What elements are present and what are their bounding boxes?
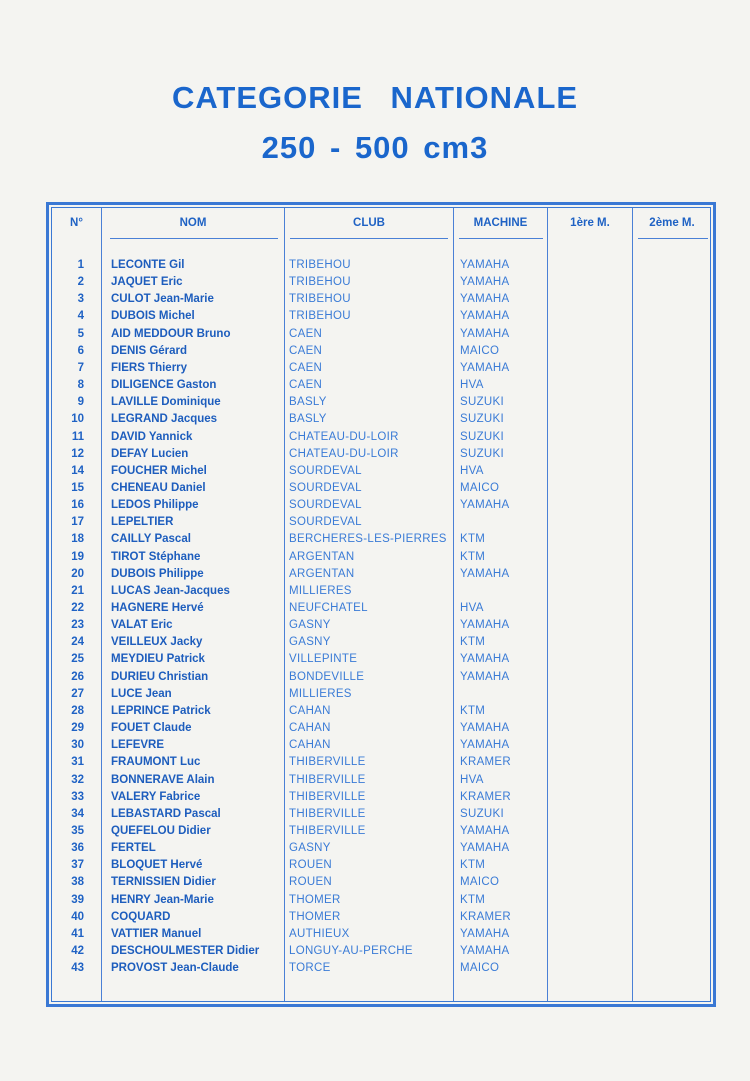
rider-number: 18 <box>71 533 84 546</box>
rider-club: TRIBEHOU <box>289 259 351 271</box>
header-underline <box>110 238 278 239</box>
rider-machine: YAMAHA <box>460 327 510 340</box>
rider-number: 24 <box>71 636 84 649</box>
rider-name: COQUARD <box>111 910 171 923</box>
rider-number: 5 <box>77 327 84 340</box>
rider-name: VATTIER Manuel <box>111 927 202 940</box>
rider-club: TRIBEHOU <box>289 293 351 306</box>
rider-number: 4 <box>77 310 84 323</box>
rider-name: FOUET Claude <box>111 722 192 735</box>
table-row <box>0 806 750 823</box>
column-header-1ere-manche: 1ère M. <box>570 217 610 229</box>
rider-machine: MAICO <box>460 962 500 975</box>
rider-club: VILLEPINTE <box>289 653 358 666</box>
rider-name: DUBOIS Philippe <box>111 567 204 580</box>
rider-machine: MAICO <box>460 481 500 494</box>
table-row <box>0 514 750 531</box>
rider-club: ROUEN <box>289 876 333 889</box>
table-row <box>0 892 750 909</box>
rider-name: FRAUMONT Luc <box>111 756 201 769</box>
rider-number: 8 <box>77 379 84 392</box>
rider-club: NEUFCHATEL <box>289 602 368 614</box>
rider-name: BLOQUET Hervé <box>111 859 203 872</box>
rider-number: 32 <box>71 773 84 786</box>
rider-machine: SUZUKI <box>460 413 504 426</box>
rider-name: LEPRINCE Patrick <box>111 704 211 717</box>
rider-machine: KTM <box>460 893 486 906</box>
rider-machine: YAMAHA <box>460 670 510 683</box>
rider-machine: YAMAHA <box>460 259 510 271</box>
table-row <box>0 909 750 926</box>
column-header-2eme-manche: 2ème M. <box>649 217 695 229</box>
rider-club: CAHAN <box>289 722 331 735</box>
rider-name: LUCAS Jean-Jacques <box>111 584 230 597</box>
rider-name: LEGRAND Jacques <box>111 413 218 426</box>
table-row <box>0 566 750 583</box>
rider-name: BONNERAVE Alain <box>111 773 215 786</box>
table-row <box>0 343 750 360</box>
rider-machine: YAMAHA <box>460 293 510 306</box>
rider-machine: MAICO <box>460 344 500 357</box>
rider-machine: YAMAHA <box>460 567 510 580</box>
rider-number: 12 <box>71 447 84 460</box>
header-underline <box>290 238 448 239</box>
rider-number: 40 <box>71 910 84 923</box>
rider-club: BONDEVILLE <box>289 670 365 683</box>
table-row <box>0 411 750 428</box>
rider-club: GASNY <box>289 619 331 632</box>
rider-machine: HVA <box>460 464 484 477</box>
rider-machine: KTM <box>460 859 486 872</box>
table-row <box>0 600 750 617</box>
rider-name: FERTEL <box>111 842 156 855</box>
rider-name: FOUCHER Michel <box>111 464 207 477</box>
rider-machine: YAMAHA <box>460 276 510 289</box>
rider-club: CAHAN <box>289 739 331 752</box>
rider-name: VEILLEUX Jacky <box>111 636 203 649</box>
table-row <box>0 823 750 840</box>
rider-number: 35 <box>71 824 84 837</box>
rider-number: 29 <box>71 722 84 735</box>
rider-club: TRIBEHOU <box>289 310 351 323</box>
rider-name: DILIGENCE Gaston <box>111 379 217 392</box>
rider-name: LECONTE Gil <box>111 259 185 271</box>
rider-number: 37 <box>71 859 84 872</box>
table-row <box>0 720 750 737</box>
rider-club: TRIBEHOU <box>289 276 351 289</box>
rider-club: BASLY <box>289 396 327 409</box>
rider-club: THOMER <box>289 893 341 906</box>
rider-club: CAEN <box>289 361 323 374</box>
rider-club: MILLIERES <box>289 687 352 700</box>
table-row <box>0 377 750 394</box>
rider-number: 23 <box>71 619 84 632</box>
rider-number: 34 <box>71 807 84 820</box>
rider-name: FIERS Thierry <box>111 361 188 374</box>
rider-machine: SUZUKI <box>460 430 504 443</box>
rider-machine: KTM <box>460 550 486 563</box>
table-row <box>0 686 750 703</box>
rider-name: LAVILLE Dominique <box>111 396 221 409</box>
rider-club: THIBERVILLE <box>289 773 366 786</box>
rider-name: DEFAY Lucien <box>111 447 189 460</box>
table-row <box>0 291 750 308</box>
rider-club: SOURDEVAL <box>289 481 362 494</box>
rider-club: CAHAN <box>289 704 331 717</box>
rider-club: THIBERVILLE <box>289 790 366 803</box>
rider-name: QUEFELOU Didier <box>111 824 211 837</box>
rider-machine: SUZUKI <box>460 396 504 409</box>
table-row <box>0 789 750 806</box>
rider-number: 11 <box>71 430 84 443</box>
rider-name: DENIS Gérard <box>111 344 188 357</box>
rider-machine: YAMAHA <box>460 499 510 512</box>
rider-number: 14 <box>71 464 84 477</box>
rider-number: 22 <box>71 602 84 614</box>
table-row <box>0 737 750 754</box>
rider-name: JAQUET Eric <box>111 276 183 289</box>
rider-number: 19 <box>71 550 84 563</box>
rider-name: DUBOIS Michel <box>111 310 195 323</box>
rider-name: CHENEAU Daniel <box>111 481 206 494</box>
rider-machine: KRAMER <box>460 910 512 923</box>
rider-club: ROUEN <box>289 859 333 872</box>
table-row <box>0 857 750 874</box>
rider-machine: KRAMER <box>460 790 512 803</box>
table-row <box>0 480 750 497</box>
rider-club: GASNY <box>289 636 331 649</box>
table-row <box>0 772 750 789</box>
rider-machine: YAMAHA <box>460 945 510 957</box>
header-underline <box>638 238 708 239</box>
rider-number: 10 <box>71 413 84 426</box>
rider-machine: YAMAHA <box>460 361 510 374</box>
rider-machine: SUZUKI <box>460 447 504 460</box>
rider-number: 42 <box>71 945 84 957</box>
rider-number: 1 <box>77 259 84 271</box>
rider-machine: YAMAHA <box>460 842 510 855</box>
rider-number: 3 <box>77 293 84 306</box>
rider-name: AID MEDDOUR Bruno <box>111 327 231 340</box>
rider-number: 2 <box>77 276 84 289</box>
rider-number: 9 <box>77 396 84 409</box>
rider-club: THIBERVILLE <box>289 756 366 769</box>
table-row <box>0 308 750 325</box>
rider-club: CAEN <box>289 344 323 357</box>
rider-name: LUCE Jean <box>111 687 172 700</box>
rider-number: 16 <box>71 499 84 512</box>
rider-club: BASLY <box>289 413 327 426</box>
rider-number: 31 <box>71 756 84 769</box>
rider-machine: KTM <box>460 704 486 717</box>
rider-machine: KTM <box>460 533 486 546</box>
rider-club: SOURDEVAL <box>289 499 362 512</box>
rider-number: 41 <box>71 927 84 940</box>
table-row <box>0 274 750 291</box>
rider-club: LONGUY-AU-PERCHE <box>289 945 413 957</box>
table-row <box>0 429 750 446</box>
column-header-machine: MACHINE <box>473 217 528 229</box>
rider-number: 15 <box>71 481 84 494</box>
rider-number: 20 <box>71 567 84 580</box>
rider-club: CHATEAU-DU-LOIR <box>289 430 399 443</box>
rider-machine: YAMAHA <box>460 310 510 323</box>
header-underline <box>459 238 543 239</box>
table-row <box>0 754 750 771</box>
rider-machine: YAMAHA <box>460 722 510 735</box>
table-row <box>0 634 750 651</box>
table-row <box>0 257 750 274</box>
table-row <box>0 703 750 720</box>
rider-club: CHATEAU-DU-LOIR <box>289 447 399 460</box>
rider-number: 25 <box>71 653 84 666</box>
rider-club: MILLIERES <box>289 584 352 597</box>
rider-name: TERNISSIEN Didier <box>111 876 216 889</box>
rider-machine: YAMAHA <box>460 927 510 940</box>
rider-machine: HVA <box>460 379 484 392</box>
rider-name: VALERY Fabrice <box>111 790 201 803</box>
rider-club: CAEN <box>289 327 323 340</box>
rider-machine: HVA <box>460 602 484 614</box>
rider-machine: HVA <box>460 773 484 786</box>
table-row <box>0 617 750 634</box>
table-row <box>0 651 750 668</box>
column-header-no: N° <box>70 217 83 229</box>
table-row <box>0 360 750 377</box>
rider-number: 36 <box>71 842 84 855</box>
table-row <box>0 583 750 600</box>
rider-number: 6 <box>77 344 84 357</box>
rider-club: CAEN <box>289 379 323 392</box>
table-row <box>0 926 750 943</box>
table-row <box>0 497 750 514</box>
rider-name: TIROT Stéphane <box>111 550 201 563</box>
rider-name: CULOT Jean-Marie <box>111 293 214 306</box>
rider-name: LEDOS Philippe <box>111 499 199 512</box>
rider-name: LEBASTARD Pascal <box>111 807 221 820</box>
rider-name: LEFEVRE <box>111 739 165 752</box>
rider-machine: KTM <box>460 636 486 649</box>
table-row <box>0 840 750 857</box>
page-title: CATEGORIE NATIONALE <box>171 80 579 115</box>
rider-club: AUTHIEUX <box>289 927 350 940</box>
rider-number: 26 <box>71 670 84 683</box>
rider-number: 21 <box>71 584 84 597</box>
rider-name: CAILLY Pascal <box>111 533 191 546</box>
rider-machine: YAMAHA <box>460 824 510 837</box>
table-row <box>0 531 750 548</box>
rider-club: ARGENTAN <box>289 550 355 563</box>
rider-machine: YAMAHA <box>460 619 510 632</box>
rider-number: 27 <box>71 687 84 700</box>
rider-club: BERCHERES-LES-PIERRES <box>289 533 447 546</box>
rider-number: 39 <box>71 893 84 906</box>
rider-club: SOURDEVAL <box>289 464 362 477</box>
rider-club: GASNY <box>289 842 331 855</box>
rider-name: MEYDIEU Patrick <box>111 653 205 666</box>
table-row <box>0 960 750 977</box>
rider-name: DAVID Yannick <box>111 430 193 443</box>
table-row <box>0 394 750 411</box>
table-row <box>0 463 750 480</box>
table-row <box>0 874 750 891</box>
rider-number: 7 <box>77 361 84 374</box>
rider-club: THIBERVILLE <box>289 824 366 837</box>
rider-machine: SUZUKI <box>460 807 504 820</box>
rider-club: THIBERVILLE <box>289 807 366 820</box>
table-row <box>0 549 750 566</box>
table-row <box>0 326 750 343</box>
rider-machine: YAMAHA <box>460 653 510 666</box>
column-header-nom: NOM <box>179 217 207 229</box>
rider-number: 33 <box>71 790 84 803</box>
page-subtitle: 250 - 500 cm3 <box>261 130 489 165</box>
rider-club: SOURDEVAL <box>289 516 362 529</box>
rider-name: LEPELTIER <box>111 516 174 529</box>
rider-number: 43 <box>71 962 84 975</box>
column-header-club: CLUB <box>353 217 385 229</box>
rider-club: THOMER <box>289 910 341 923</box>
rider-machine: YAMAHA <box>460 739 510 752</box>
table-row <box>0 669 750 686</box>
rider-name: HENRY Jean-Marie <box>111 893 214 906</box>
rider-name: HAGNERE Hervé <box>111 602 204 614</box>
rider-club: ARGENTAN <box>289 567 355 580</box>
rider-club: TORCE <box>289 962 331 975</box>
table-row <box>0 446 750 463</box>
rider-name: VALAT Eric <box>111 619 173 632</box>
rider-number: 17 <box>71 516 84 529</box>
rider-name: PROVOST Jean-Claude <box>111 962 239 975</box>
rider-number: 38 <box>71 876 84 889</box>
rider-number: 30 <box>71 739 84 752</box>
rider-name: DESCHOULMESTER Didier <box>111 945 260 957</box>
rider-number: 28 <box>71 704 84 717</box>
rider-name: DURIEU Christian <box>111 670 209 683</box>
rider-machine: KRAMER <box>460 756 512 769</box>
table-row <box>0 943 750 960</box>
rider-machine: MAICO <box>460 876 500 889</box>
